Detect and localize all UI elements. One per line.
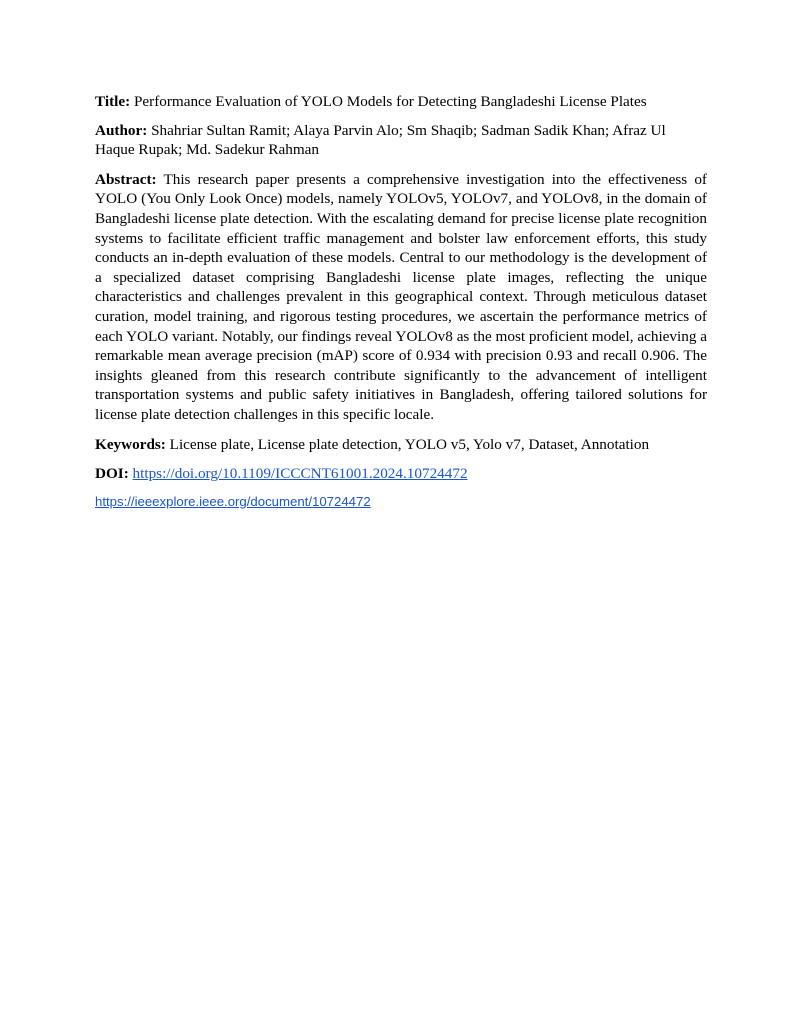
- author-list: Shahriar Sultan Ramit; Alaya Parvin Alo; Sm Shaqib; Sadman Sadik Khan; Afraz Ul Haque Rupak; Md. Sadekur Rahman: [95, 121, 666, 159]
- doi-label: DOI:: [95, 465, 129, 483]
- title-label: Title:: [95, 93, 131, 110]
- abstract-label: Abstract:: [95, 170, 157, 188]
- doi-link[interactable]: https://doi.org/10.1109/ICCCNT61001.2024.10724472: [132, 465, 468, 483]
- doi-paragraph: [95, 464, 707, 484]
- keywords-paragraph: [95, 435, 707, 455]
- author-paragraph: [95, 121, 707, 160]
- author-label: Author:: [95, 121, 148, 139]
- document-page: [95, 92, 707, 511]
- abstract-text: This research paper presents a comprehensive investigation into the effectiveness of YOLO (You Only Look Once) models, namely YOLOv5, YOLOv7, and YOLOv8, in the domain of Bangladeshi license plate detection. With the escalating demand for precise license plate recognition systems to facilitate efficient traffic management and bolster law enforcement efforts, this study conducts an in-depth evaluation of these models. Central to our methodology is the development of a specialized dataset comprising Bangladeshi license plate images, reflecting the unique characteristics and challenges prevalent in this geographical context. Through meticulous dataset curation, model training, and rigorous testing procedures, we ascertain the performance metrics of each YOLO variant. Notably, our findings reveal YOLOv8 as the most proficient model, achieving a remarkable mean average precision (mAP) score of 0.934 with precision 0.93 and recall 0.906. The insights gleaned from this research contribute significantly to the advancement of intelligent transportation systems and public safety initiatives in Bangladesh, offering tailored solutions for license plate detection challenges in this specific locale.: [95, 170, 707, 423]
- ieee-explore-link[interactable]: https://ieeexplore.ieee.org/document/10724472: [95, 493, 371, 509]
- title-paragraph: [95, 92, 707, 112]
- paper-title: Performance Evaluation of YOLO Models for Detecting Bangladeshi License Plates: [133, 93, 647, 110]
- keywords-label: Keywords:: [95, 435, 166, 453]
- ieee-link-row: [95, 492, 707, 511]
- keywords-text: License plate, License plate detection, YOLO v5, Yolo v7, Dataset, Annotation: [169, 435, 650, 453]
- abstract-paragraph: [95, 170, 707, 425]
